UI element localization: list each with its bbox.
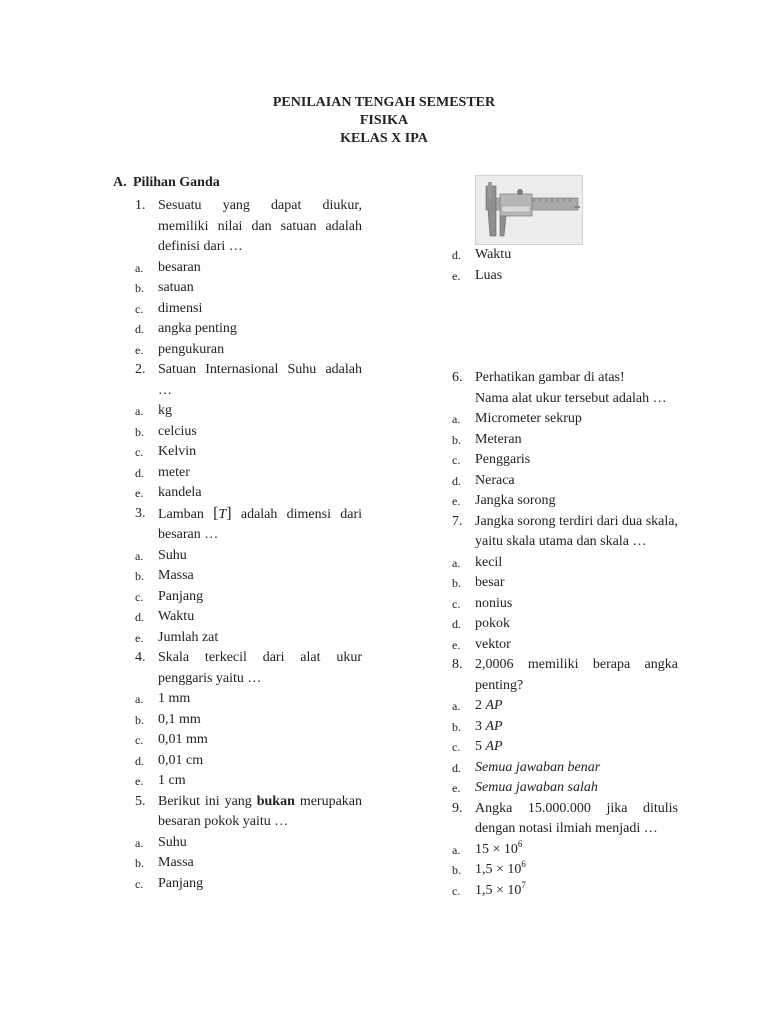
option-letter: b. (452, 719, 461, 734)
option-text: Neraca (475, 472, 515, 488)
option-text: Suhu (158, 834, 187, 850)
answer-option (452, 450, 678, 471)
answer-option (452, 553, 678, 574)
question-5 (135, 792, 362, 833)
question-3 (135, 504, 362, 546)
left-column (135, 196, 362, 894)
option-letter: d. (135, 465, 144, 480)
right-column (452, 245, 678, 901)
spacer (452, 286, 678, 368)
question-text-post: merupakan besaran pokok yaitu … (158, 793, 363, 829)
option-letter: e. (452, 268, 461, 283)
option-letter: a. (135, 404, 144, 418)
answer-option (452, 614, 678, 635)
option-letter: d. (452, 617, 461, 631)
option-letter: a. (135, 260, 144, 275)
option-text: Penggaris (475, 452, 531, 467)
option-text: Waktu (475, 247, 512, 262)
option-letter: a. (452, 412, 461, 426)
option-text: Semua jawaban benar (475, 759, 601, 775)
section-name: Pilihan Ganda (133, 175, 220, 190)
option-mantissa: 1,5 × 10 (475, 882, 522, 898)
answer-option (135, 689, 362, 710)
option-number: 3 (475, 718, 482, 734)
question-text-pre: Lamban (158, 506, 204, 522)
option-text: 0,01 cm (158, 752, 204, 768)
question-4 (135, 648, 362, 689)
question-7 (452, 512, 678, 553)
option-text: 1 cm (158, 773, 186, 788)
question-number: 2. (135, 362, 146, 377)
option-letter: c. (135, 445, 144, 459)
option-text (475, 859, 526, 877)
question-6 (452, 368, 678, 409)
option-exponent: 6 (517, 838, 523, 849)
q7-options (452, 553, 678, 656)
option-letter: c. (452, 453, 461, 467)
answer-option (452, 491, 678, 512)
option-exponent: 7 (521, 879, 526, 890)
question-number: 5. (135, 793, 146, 809)
option-letter: a. (452, 699, 461, 713)
q3-options (135, 546, 362, 649)
exam-subject: FISIKA (359, 113, 409, 128)
option-letter: e. (452, 637, 461, 652)
option-text: Massa (158, 568, 194, 583)
exam-class: KELAS X IPA (340, 131, 428, 146)
option-letter: c. (452, 740, 461, 754)
q8-options (452, 696, 678, 799)
option-exponent: 6 (521, 859, 526, 869)
option-mantissa: 15 × 10 (475, 841, 518, 857)
option-letter: d. (135, 753, 144, 768)
option-text (475, 838, 523, 857)
answer-option (135, 730, 362, 751)
answer-option (135, 587, 362, 608)
answer-option (135, 546, 362, 567)
question-text: 2,0006 memiliki berapa angka penting? (475, 657, 678, 693)
question-text-emphasis: bukan (256, 793, 295, 809)
option-text: Micrometer sekrup (475, 411, 582, 426)
option-letter: b. (135, 856, 144, 870)
option-text: 0,01 mm (158, 732, 208, 747)
question-number: 3. (135, 505, 146, 521)
question-number: 6. (452, 370, 463, 385)
option-letter: b. (135, 569, 144, 583)
option-text (475, 879, 526, 898)
option-text: Luas (475, 267, 503, 283)
option-text: besar (475, 575, 505, 590)
option-letter: e. (135, 630, 144, 645)
question-text (158, 792, 362, 833)
answer-option (135, 833, 362, 854)
option-letter: e. (135, 342, 144, 357)
option-letter: d. (135, 322, 144, 336)
option-letter: a. (135, 692, 144, 706)
answer-option (452, 471, 678, 492)
question-text: Skala terkecil dari alat ukur penggaris yaitu … (158, 650, 362, 686)
answer-option (452, 737, 678, 758)
option-letter: e. (452, 494, 461, 508)
option-number: 2 (475, 698, 482, 713)
option-letter: c. (135, 733, 144, 747)
option-number: 5 (475, 739, 482, 754)
option-text: Massa (158, 855, 194, 870)
q5-options (135, 833, 362, 895)
option-text: Meteran (475, 431, 522, 447)
question-8 (452, 655, 678, 696)
option-letter: d. (452, 760, 461, 775)
option-text: pokok (475, 616, 510, 631)
exam-title: PENILAIAN TENGAH SEMESTER (272, 95, 496, 110)
option-text: angka penting (158, 321, 237, 336)
answer-option (135, 771, 362, 792)
answer-option (452, 778, 678, 799)
vernier-caliper-image (475, 175, 583, 245)
answer-option (135, 401, 362, 422)
exam-header (0, 94, 768, 148)
option-letter: b. (452, 432, 461, 447)
option-unit: AP (485, 739, 503, 754)
option-letter: b. (452, 576, 461, 590)
option-text: vektor (475, 636, 511, 652)
q1-options (135, 258, 362, 361)
section-title (113, 175, 220, 191)
option-letter: c. (135, 876, 144, 891)
answer-option (452, 840, 678, 861)
dimension-bracket-close: ] (226, 504, 232, 522)
answer-option (135, 483, 362, 504)
question-9 (452, 799, 678, 840)
question-text: Angka 15.000.000 jika ditulis dengan notasi ilmiah menjadi … (475, 800, 678, 836)
answer-option (452, 758, 678, 779)
answer-option (452, 573, 678, 594)
option-letter: b. (135, 281, 144, 295)
option-text: Jumlah zat (158, 629, 219, 645)
answer-option (135, 751, 362, 772)
option-text: meter (158, 464, 190, 480)
option-text: Panjang (158, 588, 204, 604)
question-text-pre: Berikut ini yang (158, 793, 252, 809)
section-letter: A. (113, 175, 127, 190)
question-text: Satuan Internasional Suhu adalah … (158, 362, 362, 398)
question-text: Jangka sorong terdiri dari dua skala, yaitu skala utama dan skala … (475, 513, 678, 549)
option-letter: c. (452, 596, 461, 611)
option-letter: a. (135, 548, 144, 563)
question-1 (135, 196, 362, 258)
option-text: Semua jawaban salah (475, 780, 598, 795)
option-letter: a. (135, 835, 144, 850)
answer-option (452, 881, 678, 902)
option-text: 1 mm (158, 691, 191, 706)
question-number: 4. (135, 650, 146, 665)
question-number: 1. (135, 198, 146, 213)
answer-option (452, 266, 678, 287)
answer-option (452, 430, 678, 451)
option-text: nonius (475, 595, 513, 611)
answer-option (452, 245, 678, 266)
question-number: 9. (452, 800, 463, 816)
option-text: pengukuran (158, 341, 225, 357)
option-text: besaran (158, 259, 201, 275)
option-text (475, 719, 503, 734)
option-letter: c. (135, 301, 144, 316)
option-unit: AP (485, 698, 503, 713)
answer-option (452, 635, 678, 656)
answer-option (135, 628, 362, 649)
option-letter: c. (452, 883, 461, 898)
option-letter: e. (135, 774, 144, 788)
question-text (158, 504, 362, 546)
answer-option (135, 422, 362, 443)
answer-option (135, 710, 362, 731)
question-text: Sesuatu yang dapat diukur, memiliki nilai dan satuan adalah definisi dari … (158, 198, 362, 254)
option-text: Jangka sorong (475, 493, 556, 508)
answer-option (452, 696, 678, 717)
option-text: dimensi (158, 300, 203, 316)
option-text: Kelvin (158, 444, 197, 459)
option-text: kandela (158, 485, 202, 500)
question-number: 7. (452, 513, 463, 529)
option-letter: b. (452, 863, 461, 877)
answer-option (135, 442, 362, 463)
option-text: kg (158, 403, 172, 418)
answer-option (135, 566, 362, 587)
option-letter: b. (135, 712, 144, 727)
option-unit: AP (485, 718, 503, 734)
answer-option (135, 853, 362, 874)
option-letter: a. (452, 555, 461, 570)
option-text: celcius (158, 423, 197, 439)
answer-option (452, 860, 678, 881)
q4-options (135, 689, 362, 792)
option-letter: d. (452, 473, 461, 488)
answer-option (135, 607, 362, 628)
answer-option (135, 340, 362, 361)
question-number: 8. (452, 657, 463, 672)
question-instruction: Perhatikan gambar di atas! (475, 370, 625, 385)
answer-option (452, 594, 678, 615)
option-text: Suhu (158, 547, 187, 563)
answer-option (452, 409, 678, 430)
option-text: Waktu (158, 609, 195, 624)
option-letter: e. (452, 781, 461, 795)
answer-option (135, 299, 362, 320)
option-text (475, 698, 503, 713)
option-letter: c. (135, 589, 144, 604)
answer-option (135, 463, 362, 484)
option-text: kecil (475, 554, 503, 570)
q9-options (452, 840, 678, 902)
option-text: 0,1 mm (158, 711, 201, 727)
option-text: Panjang (158, 875, 204, 891)
option-letter: a. (452, 842, 461, 857)
dimension-symbol: T (218, 506, 227, 522)
answer-option (135, 258, 362, 279)
q2-options (135, 401, 362, 504)
answer-option (452, 717, 678, 738)
option-mantissa: 1,5 × 10 (475, 862, 522, 877)
question-2 (135, 360, 362, 401)
question-text: Nama alat ukur tersebut adalah … (475, 390, 667, 406)
option-text (475, 739, 503, 754)
answer-option (135, 278, 362, 299)
answer-option (135, 319, 362, 340)
option-letter: e. (135, 486, 144, 500)
option-letter: b. (135, 424, 144, 439)
option-letter: d. (452, 248, 461, 262)
option-letter: d. (135, 610, 144, 624)
question-text-post: adalah dimensi dari besaran … (158, 506, 363, 542)
option-text: satuan (158, 280, 194, 295)
dimension-bracket-open: [ (213, 504, 219, 522)
answer-option (135, 874, 362, 895)
q6-options (452, 409, 678, 512)
q5-options-continued (452, 245, 678, 286)
